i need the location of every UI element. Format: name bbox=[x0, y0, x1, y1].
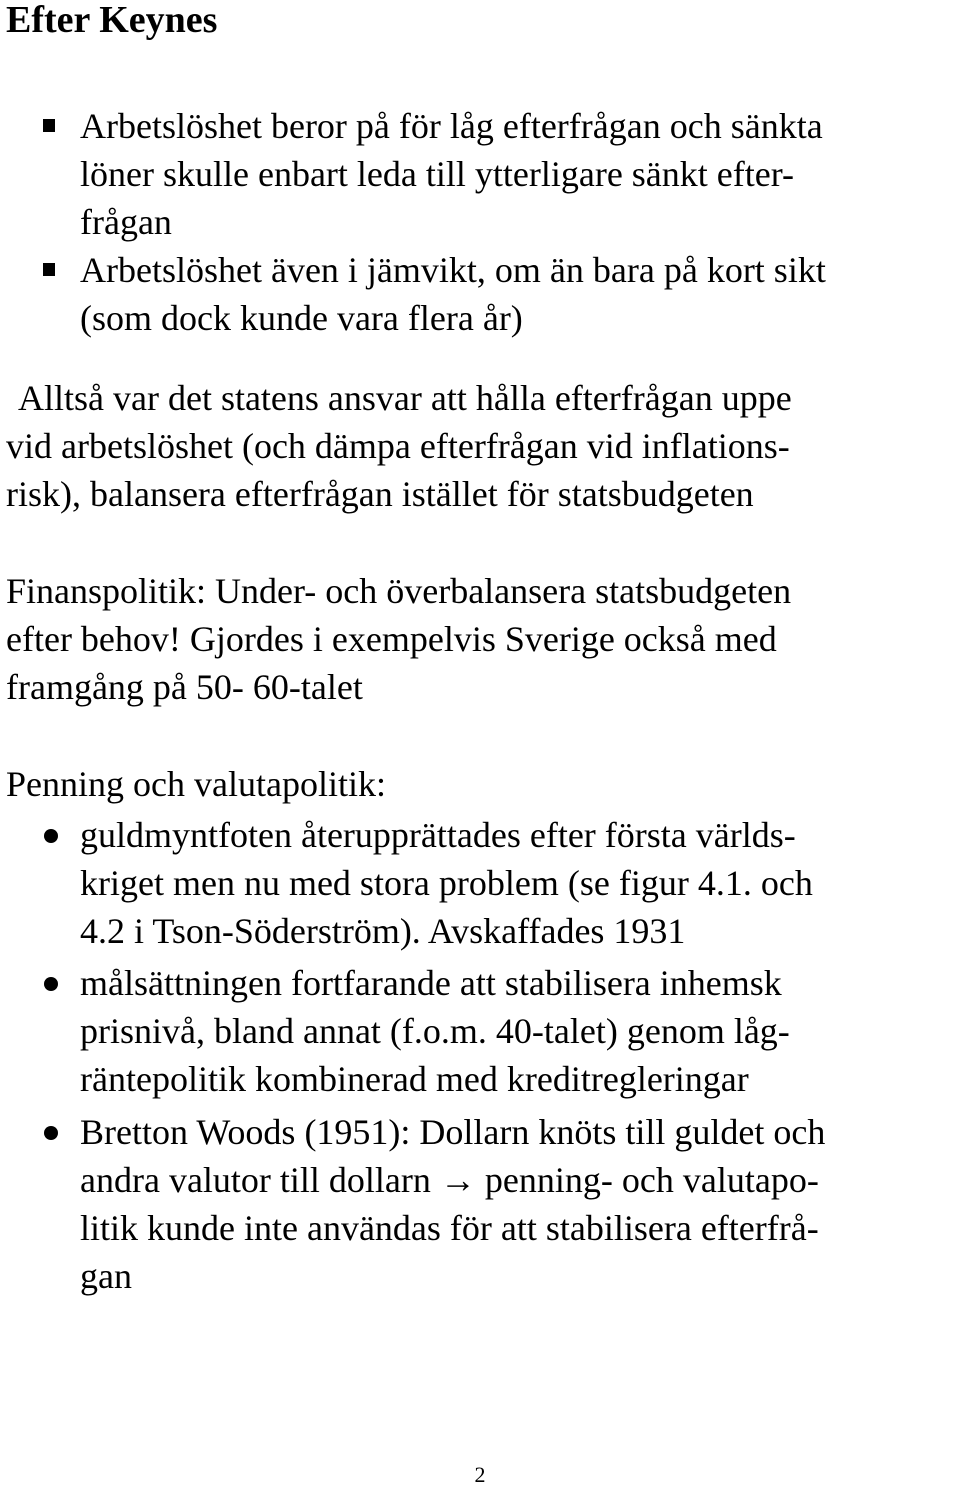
round-bullet-icon bbox=[44, 829, 58, 843]
round-bullet-icon bbox=[44, 977, 58, 991]
bullet-item-bretton-woods bbox=[80, 1108, 825, 1300]
text-line: efter behov! Gjordes i exempelvis Sverige också med bbox=[6, 619, 777, 659]
bullet-item-1 bbox=[80, 102, 823, 246]
round-bullet-icon bbox=[44, 1126, 58, 1140]
text-segment: penning- och valutapo- bbox=[484, 1160, 819, 1200]
text-line: löner skulle enbart leda till ytterligare sänkt efter- bbox=[80, 154, 794, 194]
text-line: litik kunde inte användas för att stabilisera efterfrå- bbox=[80, 1208, 819, 1248]
text-line: guldmyntfoten återupprättades efter första världs- bbox=[80, 815, 796, 855]
right-arrow-icon: → bbox=[439, 1160, 476, 1200]
text-line: Arbetslöshet även i jämvikt, om än bara på kort sikt bbox=[80, 250, 826, 290]
text-line: (som dock kunde vara flera år) bbox=[80, 298, 523, 338]
text-line-with-arrow bbox=[80, 1156, 825, 1204]
text-line: Arbetslöshet beror på för låg efterfrågan och sänkta bbox=[80, 106, 823, 146]
bullet-item-2 bbox=[80, 246, 826, 342]
text-line: Bretton Woods (1951): Dollarn knöts till guldet och bbox=[80, 1112, 826, 1152]
text-line: frågan bbox=[80, 202, 172, 242]
page-title: Efter Keynes bbox=[6, 0, 218, 41]
text-line: Alltså var det statens ansvar att hålla efterfrågan uppe bbox=[18, 378, 792, 418]
bullet-item-gold-standard bbox=[80, 811, 813, 955]
paragraph-state-responsibility bbox=[6, 374, 792, 518]
bullet-item-price-level bbox=[80, 959, 790, 1103]
text-line: framgång på 50- 60-talet bbox=[6, 667, 363, 707]
text-line: gan bbox=[80, 1256, 132, 1296]
text-line: kriget men nu med stora problem (se figur 4.1. och bbox=[80, 863, 813, 903]
page-number: 2 bbox=[474, 1462, 486, 1487]
section-heading: Penning och valutapolitik: bbox=[6, 764, 386, 804]
text-line: vid arbetslöshet (och dämpa efterfrågan vid inflations- bbox=[6, 426, 790, 466]
paragraph-fiscal-policy bbox=[6, 567, 791, 711]
text-line: räntepolitik kombinerad med kreditregleringar bbox=[80, 1059, 749, 1099]
text-line: prisnivå, bland annat (f.o.m. 40-talet) genom låg- bbox=[80, 1011, 790, 1051]
text-line: risk), balansera efterfrågan istället för statsbudgeten bbox=[6, 474, 754, 514]
text-line: 4.2 i Tson-Söderström). Avskaffades 1931 bbox=[80, 911, 686, 951]
square-bullet-icon bbox=[43, 263, 55, 276]
text-segment: andra valutor till dollarn bbox=[80, 1160, 431, 1200]
text-line: Finanspolitik: Under- och överbalansera statsbudgeten bbox=[6, 571, 792, 611]
square-bullet-icon bbox=[43, 119, 55, 132]
text-line: målsättningen fortfarande att stabilisera inhemsk bbox=[80, 963, 782, 1003]
